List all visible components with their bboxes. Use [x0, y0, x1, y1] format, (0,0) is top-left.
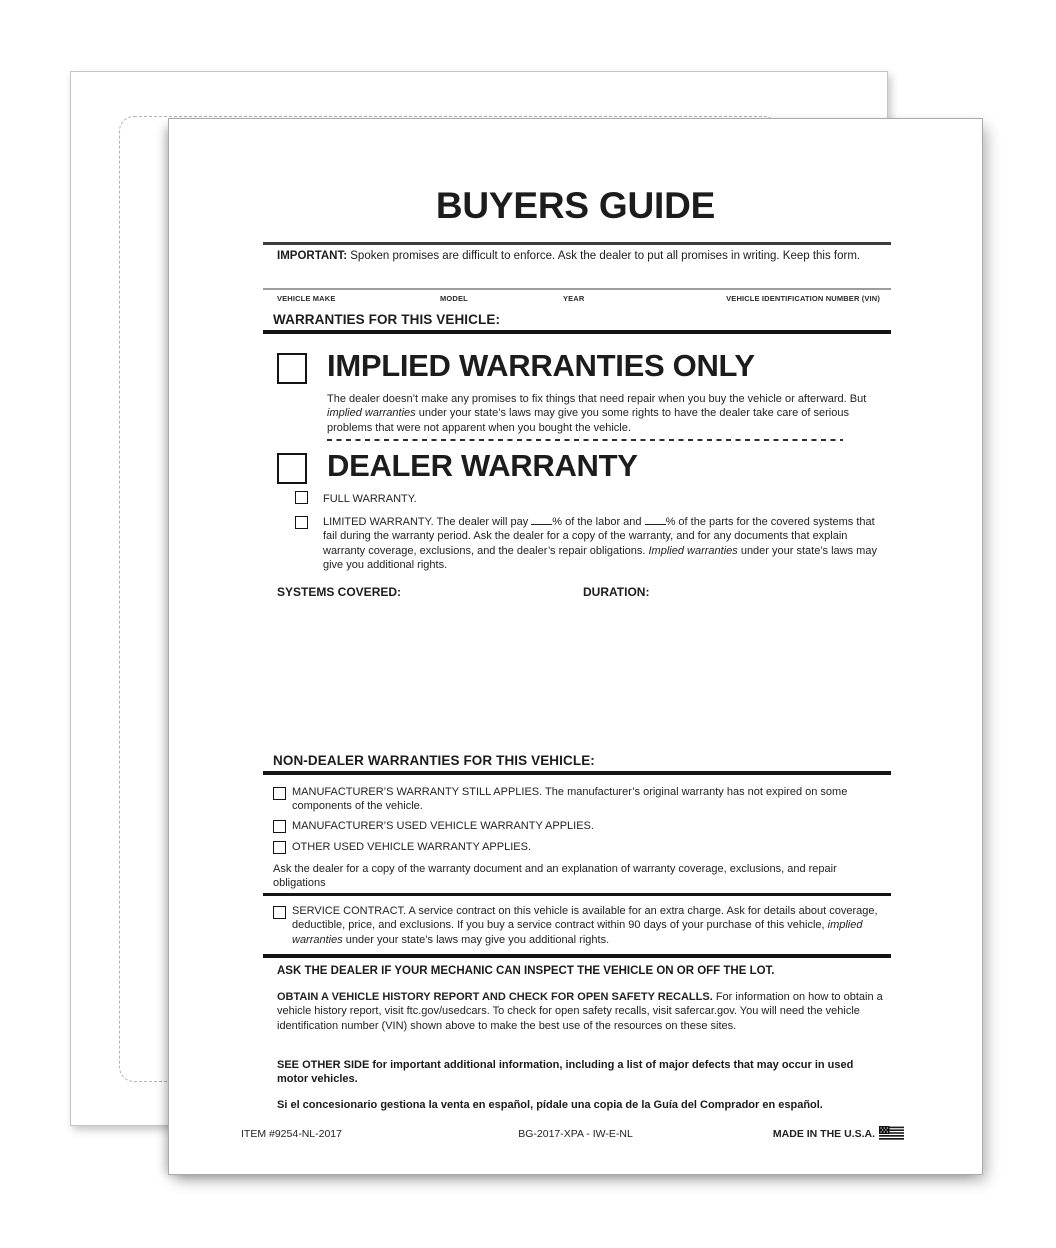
limited-warranty-body	[323, 514, 881, 573]
full-warranty-label: FULL WARRANTY.	[323, 493, 417, 505]
field-label-vin: VEHICLE IDENTIFICATION NUMBER (VIN)	[726, 294, 880, 303]
service-contract-text-2: under your state’s laws may give you additional rights.	[342, 933, 610, 946]
notices-top-rule	[263, 954, 891, 958]
field-label-model: MODEL	[440, 294, 468, 303]
service-contract-italic: implied warranties	[292, 919, 863, 946]
important-label: IMPORTANT:	[277, 250, 348, 262]
service-contract-body	[292, 904, 884, 947]
dealer-warranty-checkbox[interactable]	[277, 453, 307, 484]
us-flag-icon	[879, 1126, 904, 1141]
limited-body-text-4: under your state’s laws may give you additional rights.	[323, 544, 877, 572]
non-dealer-section-rule	[263, 771, 891, 775]
manufacturer-warranty-checkbox[interactable]	[273, 787, 286, 800]
warranties-section-header: WARRANTIES FOR THIS VEHICLE:	[273, 312, 501, 327]
ask-copy-note: Ask the dealer for a copy of the warranty document and an explanation of warranty coverage, exclusions, and repair obligations	[273, 863, 837, 890]
full-warranty-checkbox[interactable]	[295, 491, 308, 504]
implied-warranties-title: IMPLIED WARRANTIES ONLY	[327, 348, 755, 383]
implied-warranties-checkbox[interactable]	[277, 353, 307, 384]
footer-form-code: BG-2017-XPA - IW-E-NL	[518, 1128, 633, 1140]
manufacturer-used-warranty-checkbox[interactable]	[273, 820, 286, 833]
other-used-warranty-checkbox[interactable]	[273, 841, 286, 854]
limited-body-italic: Implied warranties	[648, 544, 738, 557]
labor-percent-blank[interactable]	[531, 514, 552, 525]
see-other-side-notice: SEE OTHER SIDE for important additional information, including a list of major defects that may occur in used motor vehicles.	[277, 1059, 854, 1086]
systems-covered-label: SYSTEMS COVERED:	[277, 585, 402, 599]
header-divider	[263, 242, 891, 245]
warranties-section-rule	[263, 330, 891, 334]
section-dashed-divider	[327, 439, 843, 441]
other-used-warranty-label: OTHER USED VEHICLE WARRANTY APPLIES.	[292, 841, 532, 853]
important-notice	[277, 249, 860, 263]
buyers-guide-form-sheet	[168, 118, 983, 1175]
limited-body-text-1: LIMITED WARRANTY. The dealer will pay	[323, 516, 532, 528]
implied-body-italic: implied warranties	[327, 407, 416, 420]
service-contract-top-rule	[263, 893, 891, 896]
important-text: Spoken promises are difficult to enforce. Ask the dealer to put all promises in writing. Keep this form.	[347, 250, 861, 262]
limited-body-text-2: % of the labor and	[552, 516, 645, 528]
history-report-notice	[277, 990, 883, 1033]
page-title: BUYERS GUIDE	[435, 185, 716, 226]
field-label-year: YEAR	[563, 294, 585, 303]
limited-warranty-checkbox[interactable]	[295, 516, 308, 529]
parts-percent-blank[interactable]	[645, 514, 666, 525]
implied-body-text-2: under your state’s laws may give you some rights to have the dealer take care of serious problems that were not apparent when you bought the vehicle.	[327, 407, 849, 434]
implied-warranties-body	[327, 392, 883, 435]
manufacturer-used-warranty-label: MANUFACTURER’S USED VEHICLE WARRANTY APPLIES.	[292, 820, 594, 832]
vehicle-fields-write-line[interactable]	[263, 288, 891, 290]
field-label-vehicle-make: VEHICLE MAKE	[277, 294, 336, 303]
history-report-rest: For information on how to obtain a vehicle history report, visit ftc.gov/usedcars. To check for open safety recalls, visit safercar.gov. You will need the vehicle identification number (VIN) shown above to make the best use of the resources on these sites.	[277, 991, 883, 1032]
dealer-warranty-title: DEALER WARRANTY	[327, 448, 638, 483]
manufacturer-warranty-label: MANUFACTURER’S WARRANTY STILL APPLIES. The manufacturer’s original warranty has not expired on some components of the vehicle.	[292, 786, 848, 813]
implied-body-text-1: The dealer doesn’t make any promises to fix things that need repair when you buy the vehicle or afterward. But	[327, 393, 867, 405]
duration-label: DURATION:	[583, 585, 650, 599]
footer-made-in-usa	[773, 1126, 904, 1141]
spanish-notice: Si el concesionario gestiona la venta en español, pídale una copia de la Guía del Comprador en español.	[277, 1099, 823, 1111]
inspect-notice: ASK THE DEALER IF YOUR MECHANIC CAN INSPECT THE VEHICLE ON OR OFF THE LOT.	[277, 965, 775, 977]
service-contract-text-1: SERVICE CONTRACT. A service contract on this vehicle is available for an extra charge. Ask for details about coverage, deductible, price, and exclusions. If you buy a service contract within 90 days of your purchase of this vehicle,	[292, 905, 878, 932]
non-dealer-section-header: NON-DEALER WARRANTIES FOR THIS VEHICLE:	[273, 753, 595, 768]
footer-item-number: ITEM #9254-NL-2017	[241, 1128, 342, 1140]
limited-body-text-3: % of the parts for the covered systems that fail during the warranty period. Ask the dealer for a copy of the warranty, and for any documents that explain warranty coverage, exclusions, and the dealer’s repair obligations.	[323, 516, 875, 557]
service-contract-checkbox[interactable]	[273, 906, 286, 919]
history-report-lead: OBTAIN A VEHICLE HISTORY REPORT AND CHECK FOR OPEN SAFETY RECALLS.	[277, 991, 713, 1003]
made-in-usa-label: MADE IN THE U.S.A.	[772, 1127, 875, 1140]
